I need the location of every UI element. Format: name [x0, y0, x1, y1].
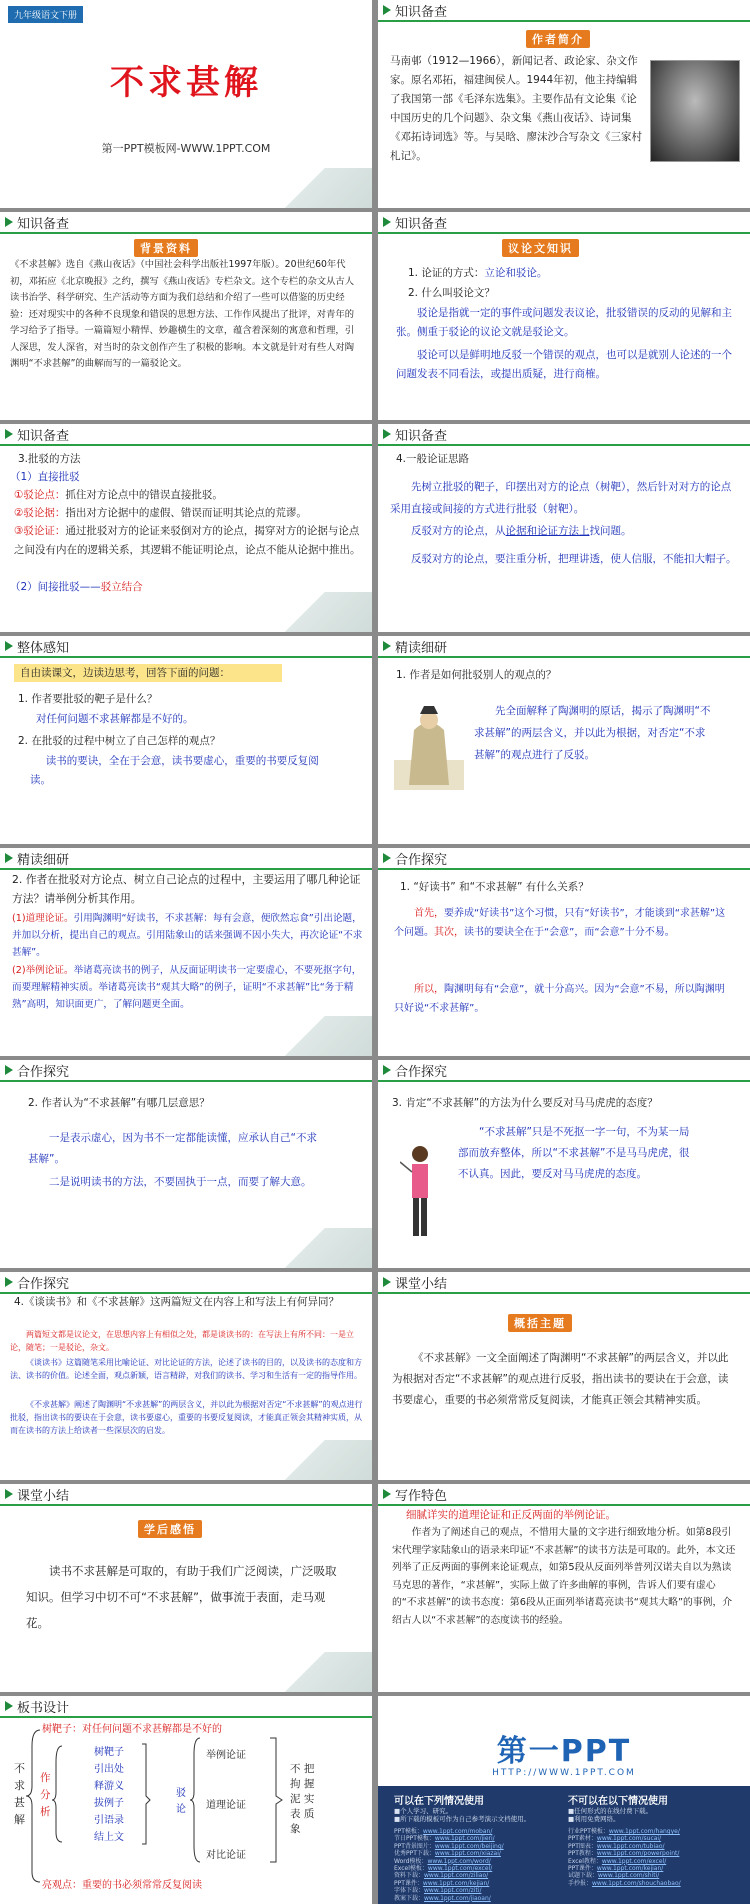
footer-link-label: Excel教程： [568, 1857, 602, 1865]
footer-link-row[interactable] [394, 1895, 504, 1902]
slide-title[interactable] [0, 0, 372, 208]
footer-link-label: 教案下载： [394, 1894, 425, 1902]
corner-decoration [252, 592, 372, 632]
section-tag: 议论文知识 [502, 239, 579, 257]
arrow-icon [5, 429, 13, 439]
footer-link-url[interactable]: www.1ppt.com/moban/ [422, 1828, 493, 1835]
footer-link-url[interactable]: www.1ppt.com/excel/ [601, 1857, 667, 1865]
footer-link-url[interactable]: www.1ppt.com/xiazai/ [434, 1850, 501, 1858]
footer-link-label: Excel模板： [394, 1865, 428, 1873]
corner-decoration [252, 168, 372, 208]
slide-cooperation-1[interactable]: 合作探究 1. “好读书” 和“不求甚解” 有什么关系？ 首先，要养成“好读书”这个习惯，只有“好读书”，才能谈到“求甚解”这个问题。其次，读书的要诀全在于“会意”，而“会意”十分不易。 所以，陶渊明每有“会意”，就十分高兴。因为“会意”不易，所以陶渊明只好说“不求甚解”。 [378, 848, 750, 1056]
brand-url: HTTP://WWW.1PPT.COM [492, 1768, 636, 1778]
corner-decoration [252, 1016, 372, 1056]
section-tag: 学后感悟 [138, 1520, 202, 1538]
slide-argument-knowledge[interactable]: 知识备查 议论文知识 1. 论证的方式：立论和驳论。 2. 什么叫驳论文？ 驳论是指就一定的事件或问题发表议论，批驳错误的反动的见解和主张。侧重于驳论的议论文就是驳论文。 驳论可以是鲜明地反驳一个错误的观点，也可以是就别人论述的一个问题发表不同看法，或提出质疑，进行商榷。 [378, 212, 750, 420]
slide-header: 课堂小结 [378, 1272, 447, 1292]
footer-link-label: 手抄报： [568, 1879, 593, 1887]
footer-link-label: PPT教程： [568, 1850, 597, 1858]
slide-close-reading-2[interactable]: 精读细研 2. 作者在批驳对方论点、树立自己论点的过程中，主要运用了哪几种论证方法？请举例分析其作用。 (1)道理论证。引用陶渊明“好读书，不求甚解：每有会意，便欣然忘食”引出论题，并加以分析，提出自己的观点。引用陆象山的话来强调不因小失大，再次论证“不求甚解”。 (2)举例论证。举诸葛亮读书的例子，从反面证明读书一定要虚心，不要死抠字句，而要理解精神实质。举诸葛亮读书“观其大略”的例子，证明“不求甚解”比“务于精熟”高明，知识面更广，了解问题更全面。 [0, 848, 372, 1056]
section-tag: 作者简介 [526, 30, 590, 48]
slide-header: 合作探究 [0, 1060, 69, 1080]
slide-argument-approach[interactable]: 知识备查 4.一般论证思路 先树立批驳的靶子，印摆出对方的论点（树靶），然后针对对方的论点采用直接或间接的方式进行批驳（射靶）。 反驳对方的论点，从论据和论证方法上找问题。 反驳对方的论点，要注重分析，把理讲透，使人信服，不能扣大帽子。 [378, 424, 750, 632]
corner-decoration [252, 1440, 372, 1480]
footer-link-row[interactable] [568, 1835, 681, 1842]
cannot-use-1: ■任何形式的在线付费下载。 [568, 1807, 653, 1815]
footer-link-label: PPT素材： [568, 1835, 597, 1843]
board-refute: 驳论 [176, 1788, 186, 1815]
footer-link-label: PPT课件： [394, 1879, 423, 1887]
slide-author[interactable] [378, 0, 750, 208]
arrow-icon [5, 1489, 13, 1499]
footer-link-label: 行业PPT模板： [568, 1828, 609, 1835]
cannot-use-2: ■利用免费网络。 [568, 1815, 620, 1823]
brand-logo: 第一PPT [496, 1734, 632, 1769]
footer-link-label: PPT图表： [568, 1842, 597, 1850]
board-conclusion: 不 把 拘 握 泥 实 表 质 象 [290, 1763, 315, 1835]
footer-link-row[interactable] [394, 1872, 504, 1879]
slide-header: 写作特色 [378, 1484, 447, 1504]
footer-link-url[interactable]: www.1ppt.com/kejian/ [422, 1879, 490, 1887]
footer-link-label: PPT课件： [568, 1865, 597, 1873]
arrow-icon [5, 641, 13, 651]
board-target: 树靶子：对任何问题不求甚解都是不好的 [42, 1724, 222, 1735]
arrow-icon [383, 1489, 391, 1499]
footer-link-label: 资料下载： [394, 1872, 425, 1880]
slide-board-design[interactable]: 板书设计 不求甚解 树靶子：对任何问题不求甚解都是不好的 作分析 树靶子 引出处 释游义 拔例子 引语录 结上文 驳论 举例论证 道理论证 对比论证 不 把 拘 握 泥 实 表 质 象 亮观点：重要的书必须常常反复阅读 [0, 1696, 372, 1904]
can-use-title: 可以在下列情况使用 [394, 1796, 484, 1807]
footer-link-url[interactable]: www.1ppt.com/shouchaobao/ [592, 1879, 681, 1887]
arrow-icon [383, 5, 391, 15]
footer-link-row[interactable] [568, 1850, 681, 1857]
slide-header: 板书设计 [0, 1696, 69, 1716]
slide-cooperation-2[interactable]: 合作探究 2. 作者认为“不求甚解”有哪几层意思？ 一是表示虚心，因为书不一定都能读懂，应承认自己“不求甚解”。 二是说明读书的方法，不要固执于一点，而要了解大意。 [0, 1060, 372, 1268]
arrow-icon [5, 217, 13, 227]
corner-decoration [252, 1652, 372, 1692]
footer-link-row[interactable] [568, 1880, 681, 1887]
slide-background[interactable] [0, 212, 372, 420]
footer-link-url[interactable]: www.1ppt.com/hangye/ [608, 1828, 680, 1835]
footer-link-url[interactable]: www.1ppt.com/powerpoint/ [596, 1850, 680, 1858]
arrow-icon [5, 853, 13, 863]
slide-header: 课堂小结 [0, 1484, 69, 1504]
author-bio: 马南邨（1912—1966），新闻记者、政论家、杂文作家。原名邓拓，福建闽侯人。1944年初，他主持编辑了我国第一部《毛泽东选集》。主要作品有文论集《论中国历史的几个问题》、杂文集《燕山夜话》、诗词集《邓拓诗词选》等。与吴晗、廖沫沙合写杂文《三家村札记》。 [390, 55, 642, 162]
slide-close-reading-1[interactable]: 精读细研 1. 作者是如何批驳别人的观点的？ 先全面解释了陶渊明的原话，揭示了陶渊明“不求甚解”的两层含义，并以此为根据，对否定“不求甚解”的观点进行了反驳。 [378, 636, 750, 844]
footer-link-url[interactable]: www.1ppt.com/jieri/ [434, 1835, 495, 1843]
slide-summary-reflection[interactable]: 课堂小结 学后感悟 读书不求甚解是可取的，有助于我们广泛阅读，广泛吸取知识。但学习中切不可“不求甚解”，做事流于表面，走马观花。 [0, 1484, 372, 1692]
arrow-icon [383, 217, 391, 227]
board-analysis: 作分析 [40, 1772, 51, 1818]
footer-link-url[interactable]: www.1ppt.com/jiaoan/ [424, 1894, 491, 1902]
slide-header: 知识备查 [378, 424, 447, 444]
links-right [568, 1828, 681, 1887]
section-tag: 概括主题 [508, 1314, 572, 1332]
slide-header: 精读细研 [0, 848, 69, 868]
can-use-1: ■个人学习、研究。 [394, 1807, 453, 1815]
slide-header: 知识备查 [378, 212, 447, 232]
slide-refute-methods[interactable]: 知识备查 3.批驳的方法 （1）直接批驳 ①驳论点：抓住对方论点中的错误直接批驳。 ②驳论据：指出对方论据中的虚假、错误而证明其论点的荒谬。 ③驳论证：通过批驳对方的论证来驳倒对方的论点，揭穿对方的论据与论点之间没有内在的逻辑关系，其逻辑不能证明论点，论点不能从论据中推出。 （2）间接批驳——驳立结合 [0, 424, 372, 632]
links-left [394, 1828, 504, 1902]
can-use-2: ■所下载的模板可作为自己参考演示文档使用。 [394, 1815, 531, 1823]
footer-link-url[interactable]: www.1ppt.com/word/ [427, 1857, 491, 1865]
page-title: 不求甚解 [110, 63, 262, 103]
board-steps: 树靶子 引出处 释游义 拔例子 引语录 结上文 [94, 1747, 124, 1843]
footer-link-url[interactable]: www.1ppt.com/ziti/ [424, 1887, 482, 1895]
teacher-illustration [400, 1142, 440, 1242]
footer-link-url[interactable]: www.1ppt.com/beijing/ [434, 1842, 504, 1850]
slide-writing-features[interactable]: 写作特色 细腻详实的道理论证和正反两面的举例论证。 作者为了阐述自己的观点，不惜用大量的文字进行细致地分析。如第8段引宋代理学家陆象山的语录来印证“不求甚解”的读书方法是可取的。此外，本文还列举了正反两面的事例来论证观点，如第5段从反面列举普列汉诺夫自以为熟读马克思的著作，“求甚解”，实际上做了许多曲解的事例，告诉人们要有虚心的“不求甚解”的读书态度：第6段从正面列举诸葛亮读书“观其大略”的事例，介绍古人以“不求甚解”的态度读书的经验。 [378, 1484, 750, 1692]
slide-overall-perception[interactable]: 整体感知 自由读课文，边读边思考，回答下面的问题： 1. 作者要批驳的靶子是什么？ 对任何问题不求甚解都是不好的。 2. 在批驳的过程中树立了自己怎样的观点？ 读书的要诀，全在于会意，读书要虚心，重要的书要反复阅读。 [0, 636, 372, 844]
footer-link-row[interactable] [568, 1872, 681, 1879]
footer-link-label: 字体下载： [394, 1887, 425, 1895]
slide-header: 知识备查 [0, 212, 69, 232]
arrow-icon [383, 1277, 391, 1287]
background-text: 《不求甚解》选自《燕山夜话》（中国社会科学出版社1997年版）。20世纪60年代初，邓拓应《北京晚报》之约，撰写《燕山夜话》专栏杂文。这个专栏的杂文从古人读书治学、科学研究、生产活动等方面为我们总结和介绍了一些可以借鉴的历史经验：还对现实中的各种不良现象和错误的思想方法、工作作风提出了批评，对青年的学习给予了指导。一篇篇短小精悍、妙趣横生的文章，蕴含着深刻的寓意和哲理，引人深思，发人深省，对当时的杂文创作产生了积极的影响。本文就是针对有些人对陶渊明“不求甚解”的曲解而写的一篇驳论文。 [10, 259, 354, 369]
footer-link-row[interactable] [394, 1858, 504, 1865]
slide-header: 精读细研 [378, 636, 447, 656]
footer-link-label: PPT背景图片： [394, 1842, 435, 1850]
slide-header: 知识备查 [378, 0, 447, 20]
slide-summary-theme[interactable]: 课堂小结 概括主题 《不求甚解》一文全面阐述了陶渊明“不求甚解”的两层含义，并以此为根据对否定“不求甚解”的观点进行反驳，指出读书的要诀在于会意，读书要虚心，重要的书必须常常反复阅读，才能真正领会其精神实质。 [378, 1272, 750, 1480]
footer-link-label: Word模板： [394, 1857, 428, 1865]
slide-header: 合作探究 [378, 1060, 447, 1080]
slide-header: 整体感知 [0, 636, 69, 656]
arrow-icon [383, 1065, 391, 1075]
footer-link-row[interactable] [394, 1835, 504, 1842]
footer-link-url[interactable]: www.1ppt.com/tubiao/ [596, 1842, 665, 1850]
task-banner: 自由读课文，边读边思考，回答下面的问题： [14, 664, 282, 682]
footer-link-url[interactable]: www.1ppt.com/excel/ [427, 1865, 493, 1873]
slide-header: 知识备查 [0, 424, 69, 444]
slide-credits[interactable] [378, 1696, 750, 1904]
scholar-illustration [394, 700, 464, 790]
footer-link-url[interactable]: www.1ppt.com/sucai/ [596, 1835, 662, 1843]
footer-link-url[interactable]: www.1ppt.com/kejian/ [596, 1865, 664, 1873]
author-portrait [650, 60, 740, 162]
corner-decoration [252, 1228, 372, 1268]
slide-header: 合作探究 [0, 1272, 69, 1292]
arrow-icon [383, 429, 391, 439]
site-text: 第一PPT模板网-WWW.1PPT.COM [101, 142, 271, 155]
footer-link-label: PPT模板： [394, 1828, 423, 1835]
footer-link-url[interactable]: www.1ppt.com/ziliao/ [424, 1872, 489, 1880]
arrow-icon [383, 641, 391, 651]
slide-cooperation-4[interactable]: 合作探究 4.《谈读书》和《不求甚解》这两篇短文在内容上和写法上有何异同？ 两篇短文都是议论文，在思想内容上有相似之处，都是谈读书的：在写法上有所不同：一是立论，随笔；一是驳论，杂文。 《谈读书》这篇随笔采用比喻论证、对比论证的方法，论述了读书的目的，以及读书的态度和方法、读书的价值。论述全面，观点新颖，语言精辟，对我们的读书、学习和生活有一定的指导作用。 《不求甚解》阐述了陶渊明“不求甚解”的两层含义，并以此为根据对否定“不求甚解”的观点进行批驳，指出读书的要诀在于会意，读书要虚心，重要的书要反复阅读，才能真正领会其精神实质，从而在读书的方法上给读者一些深层次的启发。 [0, 1272, 372, 1480]
footer-link-row[interactable] [568, 1858, 681, 1865]
footer-link-row[interactable] [394, 1887, 504, 1894]
board-title: 不求甚解 [14, 1762, 25, 1826]
arrow-icon [5, 1065, 13, 1075]
footer-link-label: 优秀PPT下载： [394, 1850, 435, 1858]
arrow-icon [5, 1277, 13, 1287]
section-tag: 背景资料 [134, 239, 198, 257]
board-viewpoint: 亮观点：重要的书必须常常反复阅读 [42, 1880, 202, 1891]
slide-header: 合作探究 [378, 848, 447, 868]
footer-link-label: 节日PPT模板： [394, 1835, 435, 1843]
slide-cooperation-3[interactable]: 合作探究 3. 肯定“不求甚解”的方法为什么要反对马马虎虎的态度？ “不求甚解”只是不死抠一字一句，不为某一局部而放弃整体，所以“不求甚解”不是马马虎虎，很不认真。因此，要反对马马虎虎的态度。 [378, 1060, 750, 1268]
cannot-use-title: 不可以在以下情况使用 [568, 1796, 668, 1807]
grade-badge: 九年级语文下册 [8, 6, 83, 23]
footer-link-label: 试题下载： [568, 1872, 599, 1880]
footer-link-url[interactable]: www.1ppt.com/shiti/ [598, 1872, 660, 1880]
footer-link-row[interactable] [394, 1850, 504, 1857]
arrow-icon [383, 853, 391, 863]
